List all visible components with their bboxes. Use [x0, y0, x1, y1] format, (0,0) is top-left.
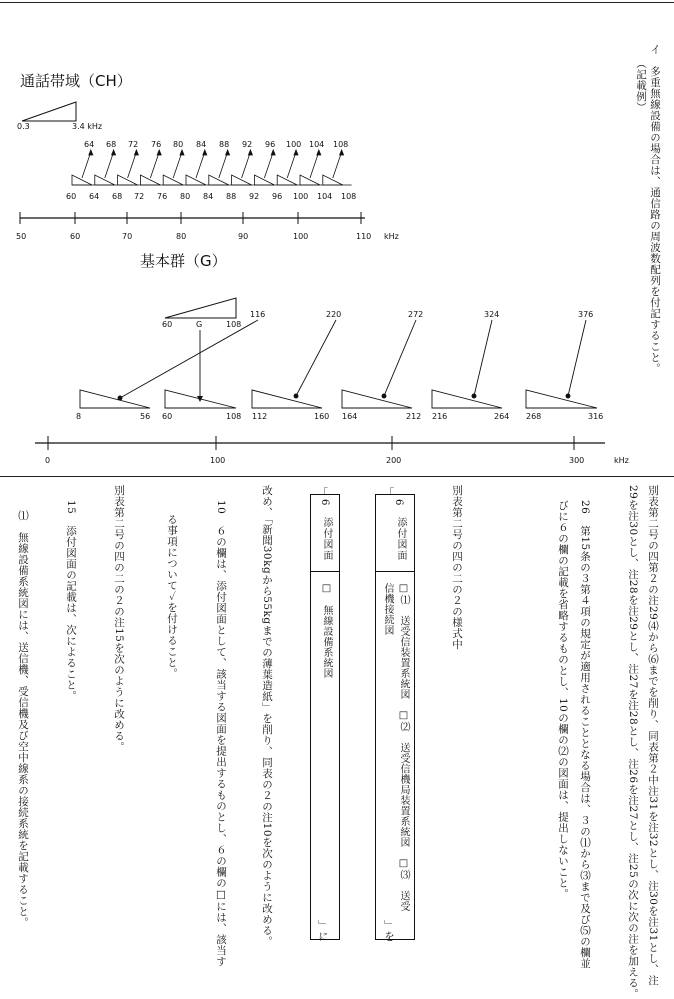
carrier-top-label: 76 [151, 140, 162, 149]
supergroup-triangle [165, 390, 236, 408]
box2-line1: □ 無線設備系統図 [321, 583, 332, 679]
supergroup-triangle [432, 390, 502, 408]
para-5b: る事項について✓を付けること。 [166, 514, 178, 679]
axis1-unit: kHz [384, 232, 399, 241]
carrier-top-label: 104 [309, 140, 325, 149]
group-arrowhead [294, 394, 298, 398]
carrier-arrowhead [112, 150, 116, 155]
axis2-tick-label: 100 [210, 456, 226, 465]
note-item-i: イ 多重無線設備の場合は、通信路の周波数配列を付記すること。 [649, 44, 661, 374]
group-arrow [120, 320, 258, 398]
box1-line2: 信機接続図 [382, 583, 393, 636]
carrier-top-label: 72 [128, 140, 139, 149]
supergroup-label: 264 [494, 412, 510, 421]
para-1b: 29を注30とし、注28を注29とし、注27を注28とし、注26を注27とし、注25の次に次の注を加える。 [627, 485, 639, 999]
carrier-bottom-label: 80 [180, 192, 191, 201]
box2-number: 6 [319, 499, 330, 507]
carrier-bottom-label: 92 [249, 192, 260, 201]
supergroup-triangle [80, 390, 150, 408]
box1-head: 添付図面 [395, 517, 406, 561]
carrier-bottom-label: 88 [226, 192, 237, 201]
group-carrier-label: 376 [578, 310, 594, 319]
axis1-tick-label: 50 [16, 232, 27, 241]
group-carrier-label: 272 [408, 310, 424, 319]
carrier-arrowhead [157, 150, 161, 155]
group-arrowhead [118, 396, 122, 400]
form-box-1 [375, 494, 415, 940]
carrier-top-label: 84 [196, 140, 207, 149]
carrier-top-label: 92 [242, 140, 253, 149]
supergroup-label: 108 [226, 412, 242, 421]
para-4: 改め、「新聞30kgから55kgまでの薄葉造紙」を削り、同表の２の注10を次のように改める。 [261, 485, 273, 948]
axis2-unit: kHz [614, 456, 629, 465]
carrier-top-label: 88 [219, 140, 230, 149]
para-8: ⑴ 無線設備系統図には、送信機、受信機及び空中線系の接続系統を記載すること。 [17, 510, 29, 928]
box1-number: 6 [393, 499, 404, 507]
g-mid-label: G [196, 320, 203, 329]
form-box-2 [310, 494, 340, 940]
channel-slot-triangle [163, 175, 183, 185]
carrier-arrowhead [180, 150, 184, 155]
axis2-tick-label: 0 [45, 456, 51, 465]
channel-slot-triangle [323, 175, 343, 185]
carrier-arrowhead [317, 150, 321, 155]
carrier-arrow [264, 152, 273, 178]
channel-slot-triangle [254, 175, 274, 185]
supergroup-label: 8 [76, 412, 82, 421]
carrier-top-label: 96 [265, 140, 276, 149]
carrier-arrowhead [248, 150, 252, 155]
para-2b: びに６の欄の記載を省略するものとし、10の欄の⑵の図面は、提出しないこと。 [557, 500, 569, 900]
bracket-open-1: 「 [384, 488, 394, 499]
carrier-bottom-label: 64 [89, 192, 100, 201]
carrier-bottom-label: 96 [272, 192, 283, 201]
carrier-arrow [242, 152, 251, 178]
supergroup-label: 212 [406, 412, 422, 421]
bracket-close-2: 」に [317, 920, 329, 942]
section-separator [0, 476, 674, 477]
channel-slot-triangle [118, 175, 138, 185]
group-arrowhead [566, 394, 570, 398]
para-3: 別表第二号の四の二の２の様式中 [451, 485, 463, 650]
channel-slot-triangle [95, 175, 115, 185]
ch-start-label: 0.3 [17, 122, 30, 131]
channel-slot-triangle [300, 175, 320, 185]
channel-slot-triangle [72, 175, 92, 185]
carrier-top-label: 64 [84, 140, 95, 149]
group-arrow [296, 320, 336, 396]
carrier-bottom-label: 84 [203, 192, 214, 201]
carrier-top-label: 108 [333, 140, 349, 149]
group-arrow [568, 320, 586, 396]
carrier-bottom-label: 68 [112, 192, 123, 201]
axis1-tick-label: 80 [176, 232, 187, 241]
carrier-arrow [219, 152, 228, 178]
axis1-tick-label: 70 [122, 232, 133, 241]
carrier-arrow [196, 152, 205, 178]
carrier-bottom-label: 104 [317, 192, 333, 201]
carrier-arrow [105, 152, 114, 178]
carrier-arrowhead [340, 150, 344, 155]
carrier-bottom-label: 72 [134, 192, 145, 201]
carrier-arrowhead [226, 150, 230, 155]
group-arrow [384, 320, 416, 396]
supergroup-triangle [342, 390, 412, 408]
group-carrier-label: 116 [250, 310, 266, 319]
supergroup-label: 60 [162, 412, 173, 421]
carrier-bottom-label: 76 [157, 192, 168, 201]
frequency-allocation-diagram [0, 0, 674, 470]
group-carrier-label: 220 [326, 310, 342, 319]
group-carrier-label: 324 [484, 310, 500, 319]
carrier-arrowhead [294, 150, 298, 155]
carrier-top-label: 80 [173, 140, 184, 149]
channel-slot-triangle [277, 175, 297, 185]
channel-slot-triangle [186, 175, 206, 185]
carrier-top-label: 100 [286, 140, 302, 149]
supergroup-triangle [252, 390, 322, 408]
supergroup-label: 56 [140, 412, 151, 421]
carrier-bottom-label: 100 [293, 192, 309, 201]
g-right-label: 108 [226, 320, 242, 329]
axis2-tick-label: 300 [569, 456, 585, 465]
carrier-arrowhead [134, 150, 138, 155]
para-7: 15 添付図面の記載は、次によること。 [65, 500, 77, 702]
channel-carriers [72, 150, 352, 185]
box2-head: 添付図面 [321, 517, 332, 561]
axis1-tick-label: 110 [356, 232, 372, 241]
axis1-tick-label: 60 [70, 232, 81, 241]
carrier-arrowhead [203, 150, 207, 155]
supergroup-triangle [526, 390, 597, 408]
carrier-arrow [128, 152, 137, 178]
carrier-arrow [287, 152, 296, 178]
carrier-arrow [150, 152, 159, 178]
supergroup-label: 164 [342, 412, 358, 421]
carrier-arrowhead [89, 150, 93, 155]
axis2-tick-label: 200 [386, 456, 402, 465]
supergroup-label: 268 [526, 412, 542, 421]
carrier-arrowhead [271, 150, 275, 155]
group-arrowhead [472, 394, 476, 398]
box2-divider [311, 571, 339, 572]
carrier-top-label: 68 [106, 140, 117, 149]
box1-line1: □⑴ 送受信装置系統図 □⑵ 送受信機局装置系統図 □⑶ 送受 [398, 583, 409, 912]
bracket-open-2: 「 [318, 488, 328, 499]
para-1a: 別表第二号の四第２の注29⑷から⑹までを削り、同表第２中注31を注32とし、注30を注31とし、注 [647, 485, 659, 986]
carrier-bottom-label: 60 [66, 192, 77, 201]
para-6: 別表第二号の四の二の２の注15を次のように改める。 [113, 485, 125, 753]
para-5a: 10 ６の欄は、添付図面として、該当する図面を提出するものとし、６の欄の□には、該当す [215, 500, 227, 967]
channel-slot-triangle [232, 175, 252, 185]
axis1-tick-label: 100 [293, 232, 309, 241]
axis1-tick-label: 90 [238, 232, 249, 241]
para-2a: 26 第15条の３第４項の規定が適用されることとなる場合は、３の⑴から⑶まで及び⑸の欄並 [579, 500, 591, 969]
g-band-triangle [165, 298, 236, 318]
note-sub: （記載例） [635, 58, 647, 113]
carrier-bottom-label: 108 [341, 192, 357, 201]
supergroup-label: 316 [588, 412, 604, 421]
channel-slot-triangle [209, 175, 229, 185]
group-arrow [474, 320, 492, 396]
g-left-label: 60 [162, 320, 173, 329]
group-arrowhead [382, 394, 386, 398]
ch-band-triangle [22, 102, 76, 121]
box1-divider [376, 571, 414, 572]
supergroup-label: 160 [314, 412, 330, 421]
carrier-arrow [310, 152, 319, 178]
bracket-close-1: 」を [383, 920, 395, 942]
ch-end-label: 3.4 kHz [72, 122, 103, 131]
supergroup-label: 216 [432, 412, 448, 421]
supergroup-slots [80, 320, 597, 408]
channel-slot-triangle [140, 175, 160, 185]
carrier-arrow [173, 152, 182, 178]
carrier-arrow [333, 152, 342, 178]
carrier-arrow [82, 152, 91, 178]
supergroup-label: 112 [252, 412, 268, 421]
ch-title: 通話帯域（CH） [20, 72, 132, 90]
g-title: 基本群（G） [140, 252, 227, 270]
